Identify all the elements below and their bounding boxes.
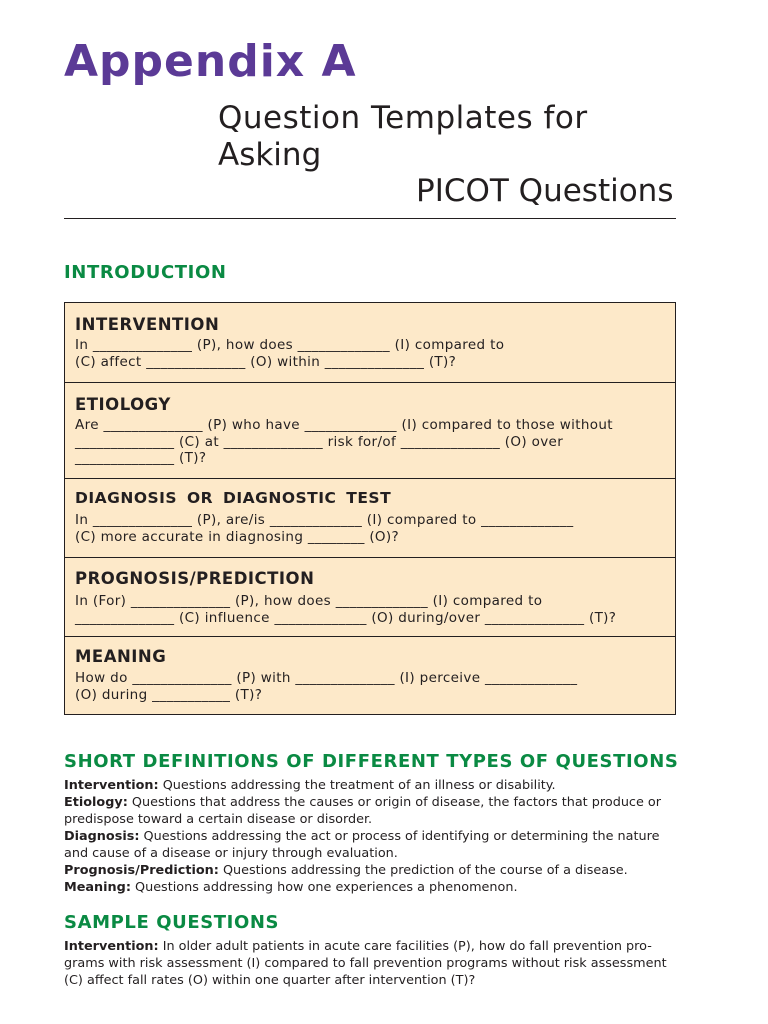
- introduction-heading: INTRODUCTION: [64, 262, 227, 283]
- definition-item: [64, 879, 684, 896]
- definition-term: Intervention:: [64, 778, 159, 793]
- definitions-list: [64, 777, 684, 896]
- definitions-heading: SHORT DEFINITIONS OF DIFFERENT TYPES OF QUESTIONS: [64, 751, 679, 772]
- sample-term: Intervention:: [64, 939, 159, 954]
- sample-item: [64, 938, 684, 989]
- definition-item: [64, 777, 684, 794]
- template-row-prognosis: [65, 557, 675, 636]
- definition-term: Etiology:: [64, 795, 128, 810]
- template-text: How do ______________ (P) with ______________ (I) perceive _____________ (O) during ___________ (T)?: [75, 670, 578, 703]
- appendix-title: Appendix A: [64, 36, 357, 87]
- template-row-diagnosis: [65, 478, 675, 557]
- template-title: ETIOLOGY: [75, 395, 171, 414]
- definition-text: Questions addressing the treatment of an illness or disability.: [158, 778, 556, 793]
- sample-text: In older adult patients in acute care facilities (P), how do fall prevention pro- grams with risk assessment (I) compared to fall prevention programs without risk assessment (C) affect fall rates (O) within one quarter after intervention (T)?: [64, 939, 667, 988]
- template-title: DIAGNOSIS OR DIAGNOSTIC TEST: [75, 489, 392, 507]
- definition-text: Questions addressing how one experiences a phenomenon.: [130, 880, 518, 895]
- template-row-intervention: [65, 303, 675, 382]
- definition-item: [64, 794, 684, 828]
- template-row-meaning: [65, 636, 675, 714]
- template-title: INTERVENTION: [75, 315, 220, 334]
- question-templates-table: [64, 302, 676, 715]
- subtitle-line-1: Question Templates for: [218, 100, 588, 136]
- samples-heading: SAMPLE QUESTIONS: [64, 912, 280, 933]
- template-text: In ______________ (P), how does _____________ (I) compared to (C) affect ______________ (O) within ______________ (T)?: [75, 337, 505, 370]
- definition-term: Prognosis/Prediction:: [64, 863, 219, 878]
- definition-item: [64, 862, 684, 879]
- definition-term: Diagnosis:: [64, 829, 140, 844]
- template-title: PROGNOSIS/PREDICTION: [75, 569, 315, 588]
- subtitle-line-3: PICOT Questions: [416, 173, 674, 209]
- definition-text: Questions addressing the prediction of the course of a disease.: [218, 863, 628, 878]
- template-row-etiology: [65, 382, 675, 478]
- definition-text: Questions addressing the act or process of identifying or determining the nature and cause of a disease or injury through evaluation.: [64, 829, 660, 861]
- template-text: Are ______________ (P) who have _____________ (I) compared to those without ______________ (C) at ______________ risk for/of ______________ (O) over ______________ (T)?: [75, 417, 613, 466]
- definition-term: Meaning:: [64, 880, 131, 895]
- template-text: In (For) ______________ (P), how does _____________ (I) compared to ______________ (C) influence _____________ (O) during/over ______________ (T)?: [75, 593, 617, 626]
- definition-text: Questions that address the causes or origin of disease, the factors that produce or predispose toward a certain disease or disorder.: [64, 795, 661, 827]
- template-text: In ______________ (P), are/is _____________ (I) compared to _____________ (C) more accurate in diagnosing ________ (O)?: [75, 512, 574, 545]
- sample-questions-list: [64, 938, 684, 989]
- title-divider: [64, 218, 676, 219]
- definition-item: [64, 828, 684, 862]
- template-title: MEANING: [75, 647, 167, 666]
- subtitle-line-2: Asking: [218, 137, 322, 173]
